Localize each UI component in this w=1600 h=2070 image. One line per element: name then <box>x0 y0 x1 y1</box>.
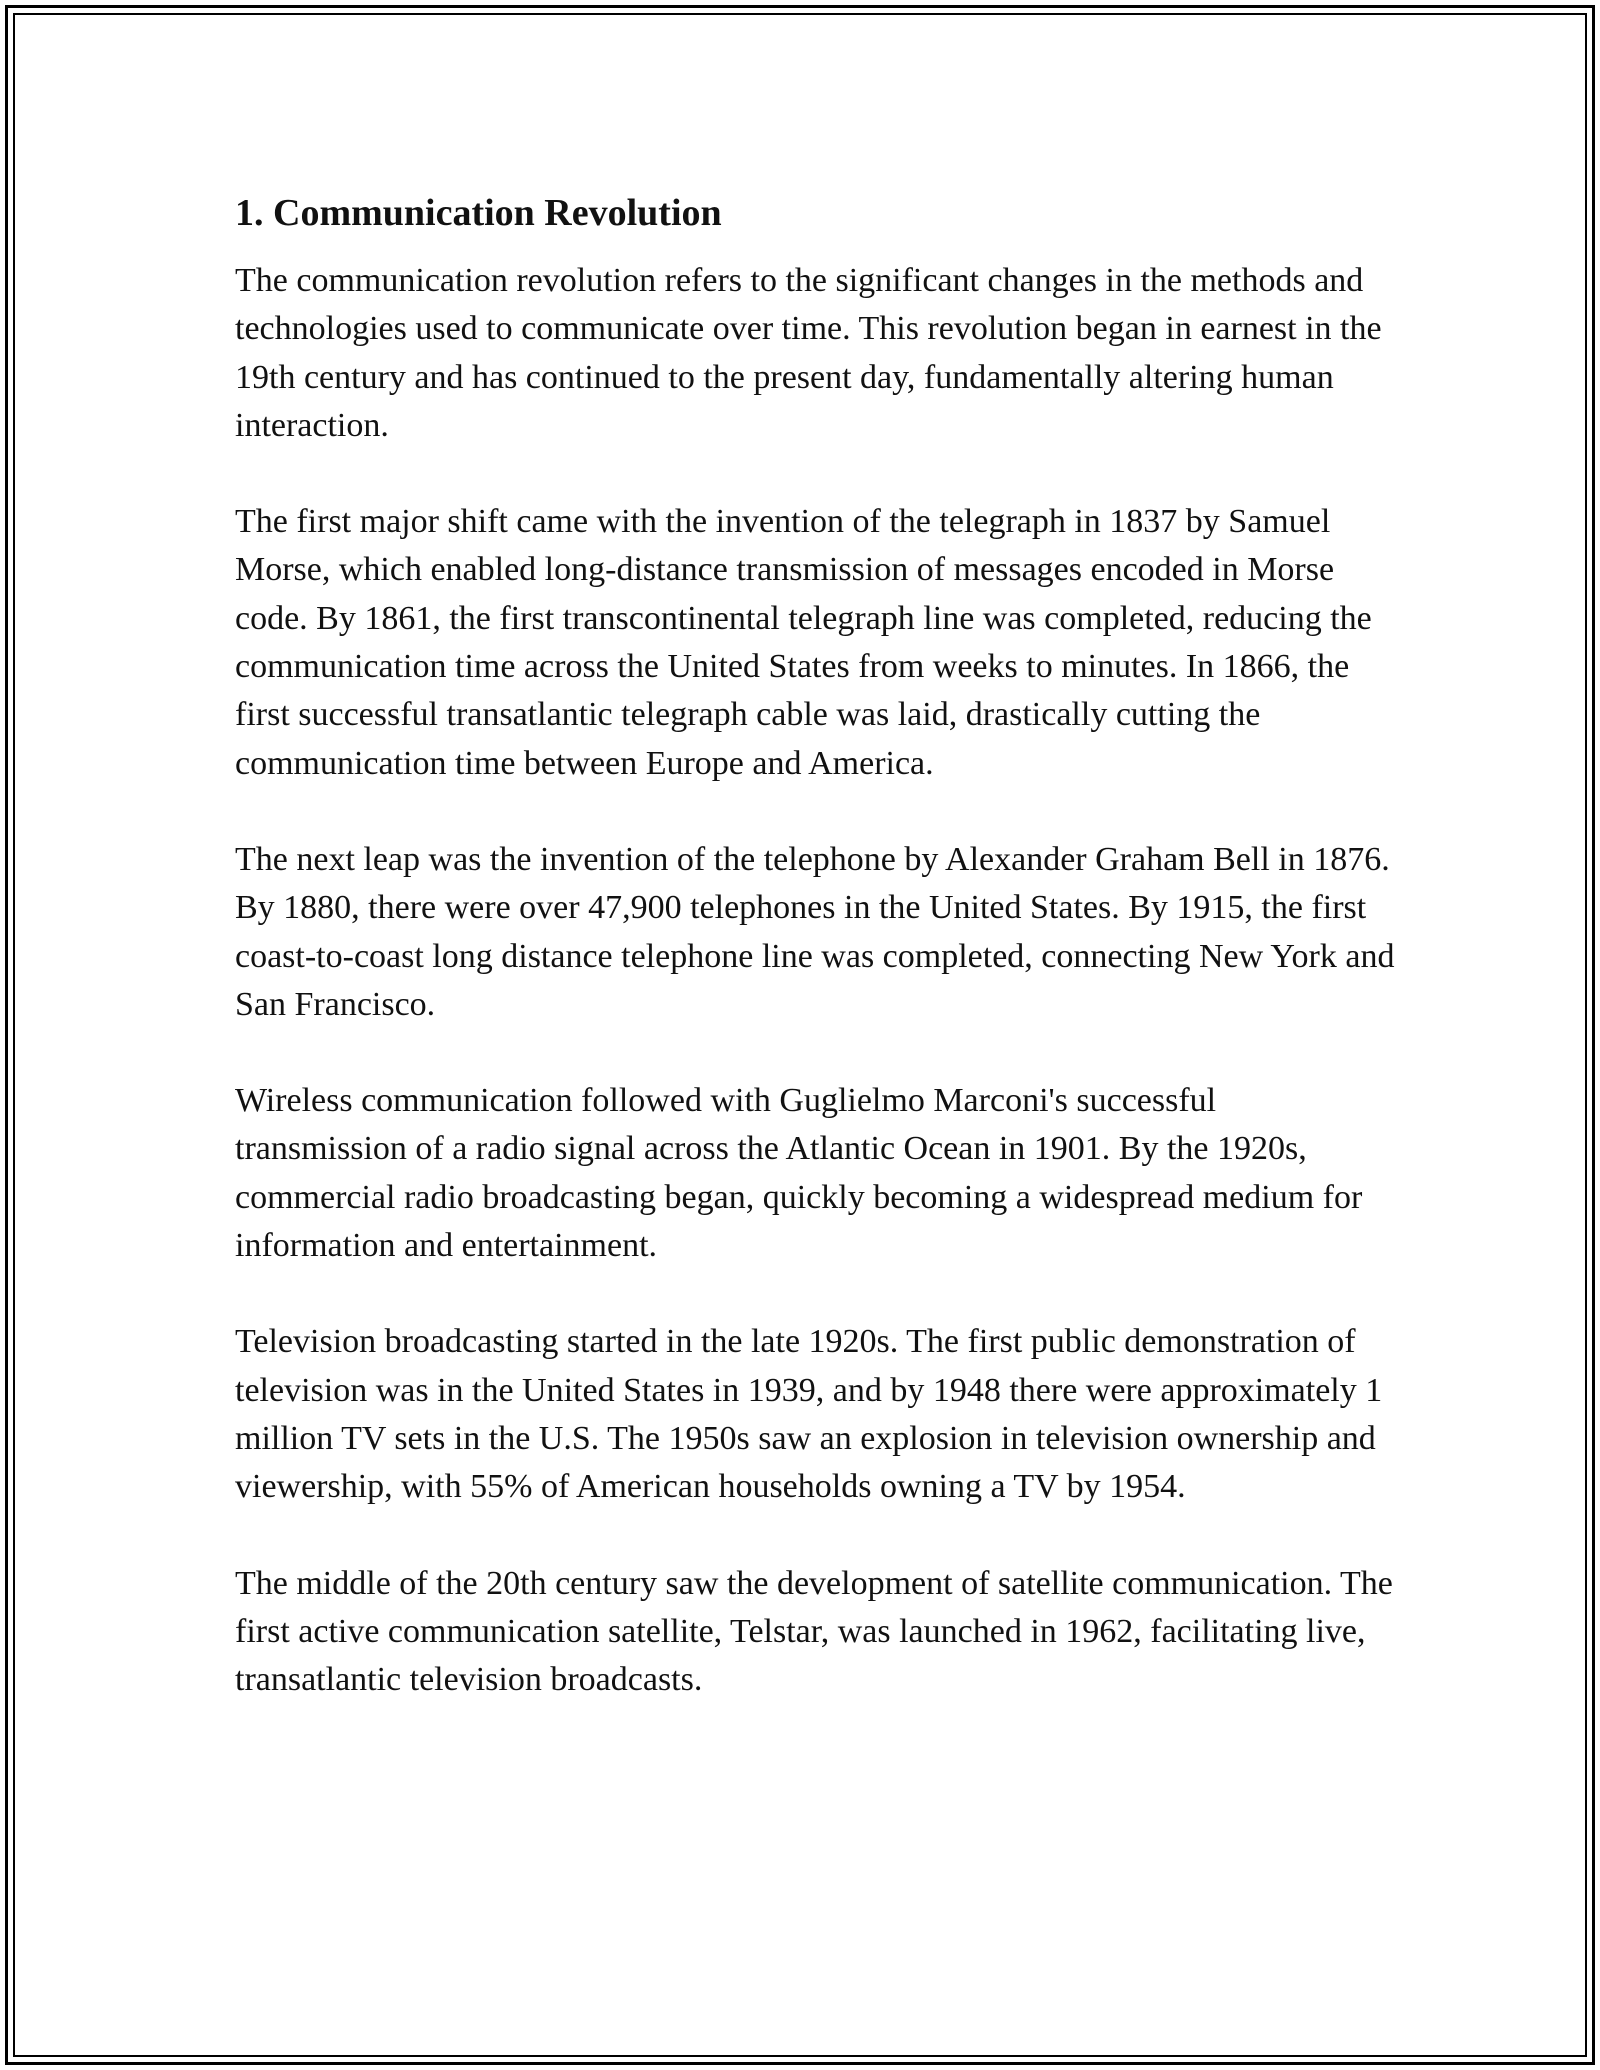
paragraph-television: Television broadcasting started in the late 1920s. The first public demonstration of television was in the United States in 1939, and by 1948 there were approximately 1 million TV sets in the U.S. The 1950s saw an explosion in television ownership and viewership, with 55% of American households owning a TV by 1954. <box>235 1323 1383 1506</box>
paragraph-radio: Wireless communication followed with Guglielmo Marconi's successful transmission of a radio signal across the Atlantic Ocean in 1901. By the 1920s, commercial radio broadcasting began, quickly becoming a widespread medium for information and entertainment. <box>235 1082 1363 1265</box>
document-body <box>235 185 1395 1752</box>
section-heading: 1. Communication Revolution <box>235 192 722 234</box>
paragraph-telegraph: The first major shift came with the invention of the telegraph in 1837 by Samuel Morse, which enabled long-distance transmission of messages encoded in Morse code. By 1861, the first transcontinental telegraph line was completed, reducing the communication time across the United States from weeks to minutes. In 1866, the first successful transatlantic telegraph cable was laid, drastically cutting the communication time between Europe and America. <box>235 503 1372 782</box>
paragraph-telephone: The next leap was the invention of the telephone by Alexander Graham Bell in 1876. By 1880, there were over 47,900 telephones in the United States. By 1915, the first coast-to-coast long distance telephone line was completed, connecting New York and San Francisco. <box>235 840 1395 1023</box>
paragraph-satellite: The middle of the 20th century saw the development of satellite communication. The first active communication satellite, Telstar, was launched in 1962, facilitating live, transatlantic television broadcasts. <box>235 1564 1393 1699</box>
paragraph-intro: The communication revolution refers to the significant changes in the methods and technologies used to communicate over time. This revolution began in earnest in the 19th century and has continued to the present day, fundamentally altering human interaction. <box>235 262 1382 444</box>
